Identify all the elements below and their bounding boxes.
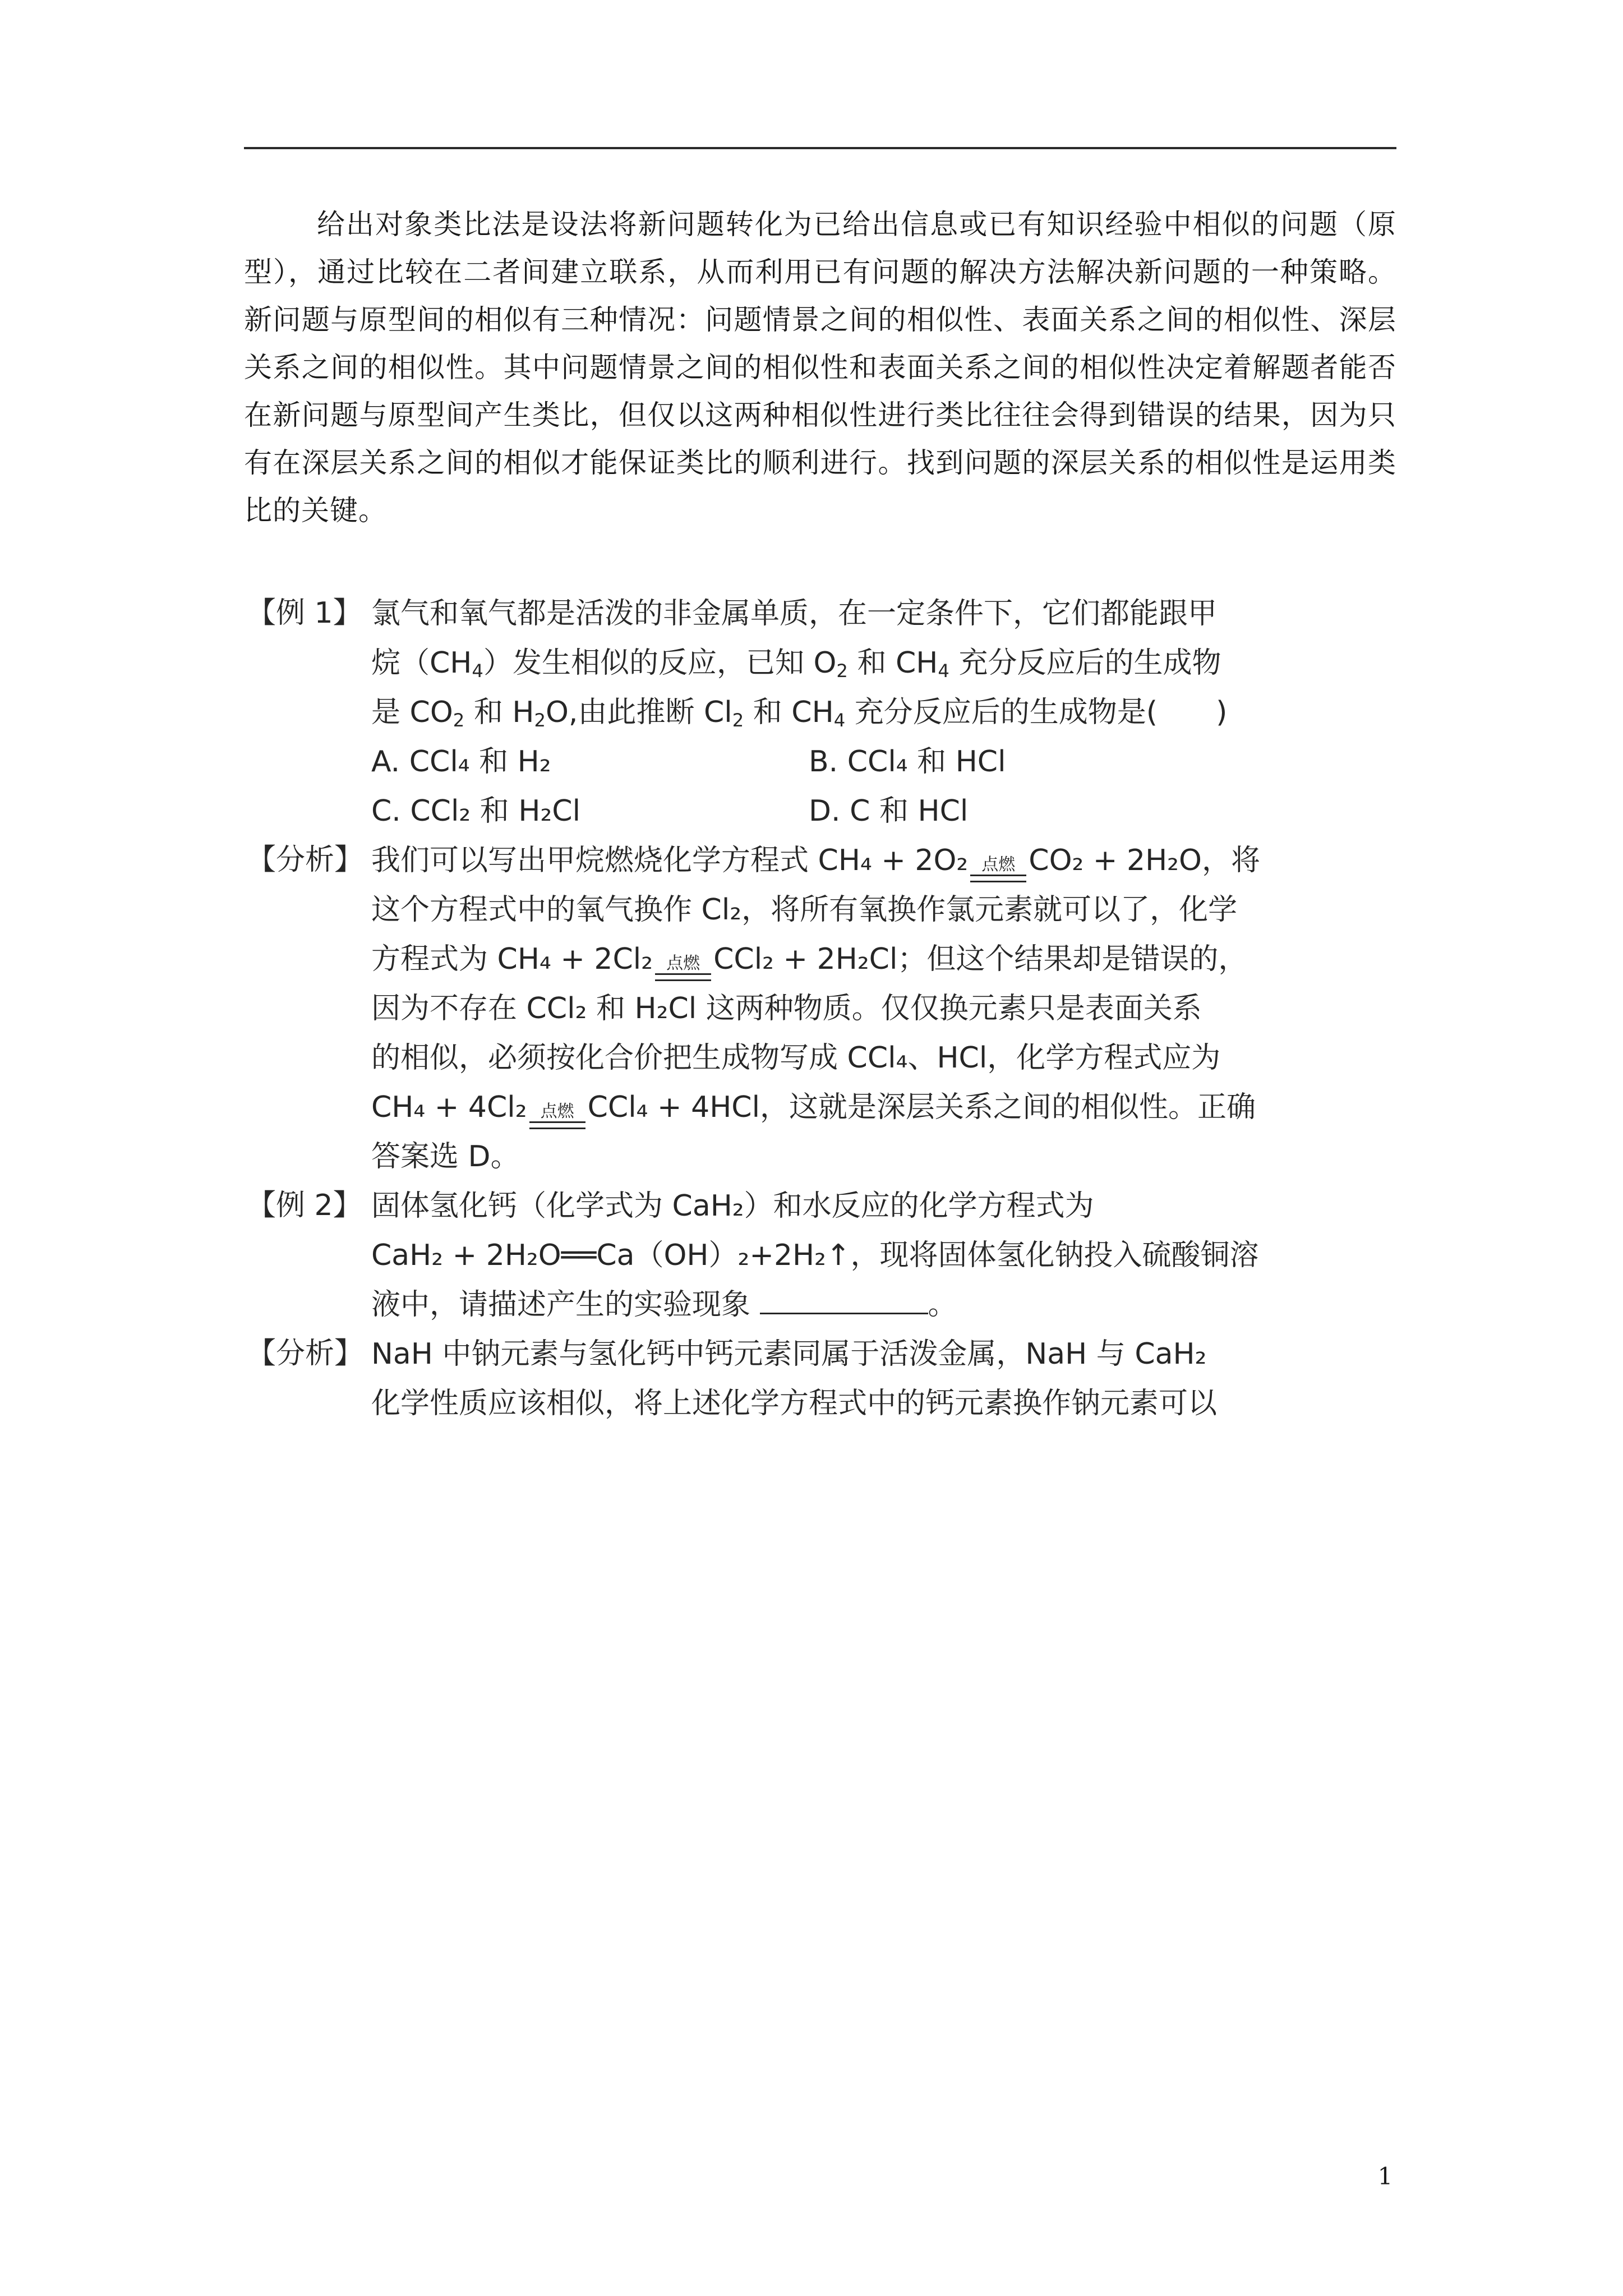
option-a: A. CCl₄ 和 H₂ bbox=[371, 745, 551, 779]
option-d: D. C 和 HCl bbox=[809, 794, 969, 828]
example-2-tag: 【例 2】 bbox=[247, 1189, 362, 1222]
intro-section bbox=[244, 201, 1396, 535]
analysis-1-line-1: 我们可以写出甲烷燃烧化学方程式 CH₄ + 2O₂ 点燃 CO₂ + 2H₂O，将 bbox=[371, 836, 1396, 885]
example-1-line-3: 是 $CO_2$ 和 $H_2O$,由此推断 $Cl_2$ 和 $CH_4$ 充分反应后的生成物是( ) bbox=[371, 696, 1228, 731]
analysis-1-line-5: 的相似，必须按化合价把生成物写成 CCl₄、HCl，化学方程式应为 bbox=[371, 1041, 1221, 1075]
header-rule bbox=[244, 147, 1396, 149]
option-b: B. CCl₄ 和 HCl bbox=[809, 745, 1006, 779]
analysis-1-line-3: 方程式为 CH₄ + 2Cl₂ 点燃 CCl₂ + 2H₂Cl；但这个结果却是错误的， bbox=[371, 935, 1396, 984]
analysis-1-line-6: CH₄ + 4Cl₂ 点燃 CCl₄ + 4HCl，这就是深层关系之间的相似性。正确 bbox=[371, 1083, 1396, 1132]
analysis-1 bbox=[247, 836, 1396, 1181]
example-2 bbox=[247, 1181, 1396, 1329]
answer-blank bbox=[760, 1290, 928, 1314]
analysis-1-line-4: 因为不存在 CCl₂ 和 H₂Cl 这两种物质。仅仅换元素只是表面关系 bbox=[371, 992, 1202, 1025]
example-2-line-3: 液中，请描述产生的实验现象 。 bbox=[371, 1288, 957, 1322]
scanned-excerpt bbox=[247, 589, 1396, 1428]
analysis-1-tag: 【分析】 bbox=[247, 843, 364, 877]
intro-paragraph: 给出对象类比法是设法将新问题转化为已给出信息或已有知识经验中相似的问题（原型），通过比较在二者间建立联系，从而利用已有问题的解决方法解决新问题的一种策略。新问题与原型间的相似有三种情况：问题情景之间的相似性、表面关系之间的相似性、深层关系之间的相似性。其中问题情景之间的相似性和表面关系之间的相似性决定着解题者能否在新问题与原型间产生类比，但仅以这两种相似性进行类比往往会得到错误的结果，因为只有在深层关系之间的相似才能保证类比的顺利进行。找到问题的深层关系的相似性是运用类比的关键。 bbox=[244, 208, 1396, 527]
example-2-line-2: CaH₂ + 2H₂O══Ca（OH）₂+2H₂↑，现将固体氢化钠投入硫酸铜溶 bbox=[371, 1239, 1259, 1272]
analysis-2-line-2: 化学性质应该相似，将上述化学方程式中的钙元素换作钠元素可以 bbox=[371, 1387, 1218, 1420]
analysis-1-line-2: 这个方程式中的氧气换作 Cl₂，将所有氧换作氯元素就可以了，化学 bbox=[371, 893, 1238, 927]
analysis-2-line-1: NaH 中钠元素与氢化钙中钙元素同属于活泼金属，NaH 与 CaH₂ bbox=[371, 1337, 1207, 1371]
example-1 bbox=[247, 589, 1396, 836]
example-1-line-1: 氯气和氧气都是活泼的非金属单质，在一定条件下，它们都能跟甲 bbox=[371, 597, 1218, 631]
example-1-tag: 【例 1】 bbox=[247, 596, 362, 630]
example-2-line-1: 固体氢化钙（化学式为 CaH₂）和水反应的化学方程式为 bbox=[371, 1189, 1094, 1223]
reaction-condition: 点燃 bbox=[527, 1103, 588, 1129]
reaction-condition: 点燃 bbox=[968, 857, 1029, 882]
page-number: 1 bbox=[1377, 2162, 1393, 2190]
example-1-line-2: 烷$(CH_4)$发生相似的反应，已知 $O_2$ 和 $CH_4$ 充分反应后的生成物 bbox=[371, 646, 1221, 682]
example-1-options bbox=[371, 737, 1396, 836]
option-c: C. CCl₂ 和 H₂Cl bbox=[371, 794, 581, 828]
reaction-condition: 点燃 bbox=[653, 955, 713, 981]
analysis-2 bbox=[247, 1329, 1396, 1428]
analysis-2-tag: 【分析】 bbox=[247, 1337, 364, 1370]
analysis-1-line-7: 答案选 D。 bbox=[371, 1140, 520, 1174]
